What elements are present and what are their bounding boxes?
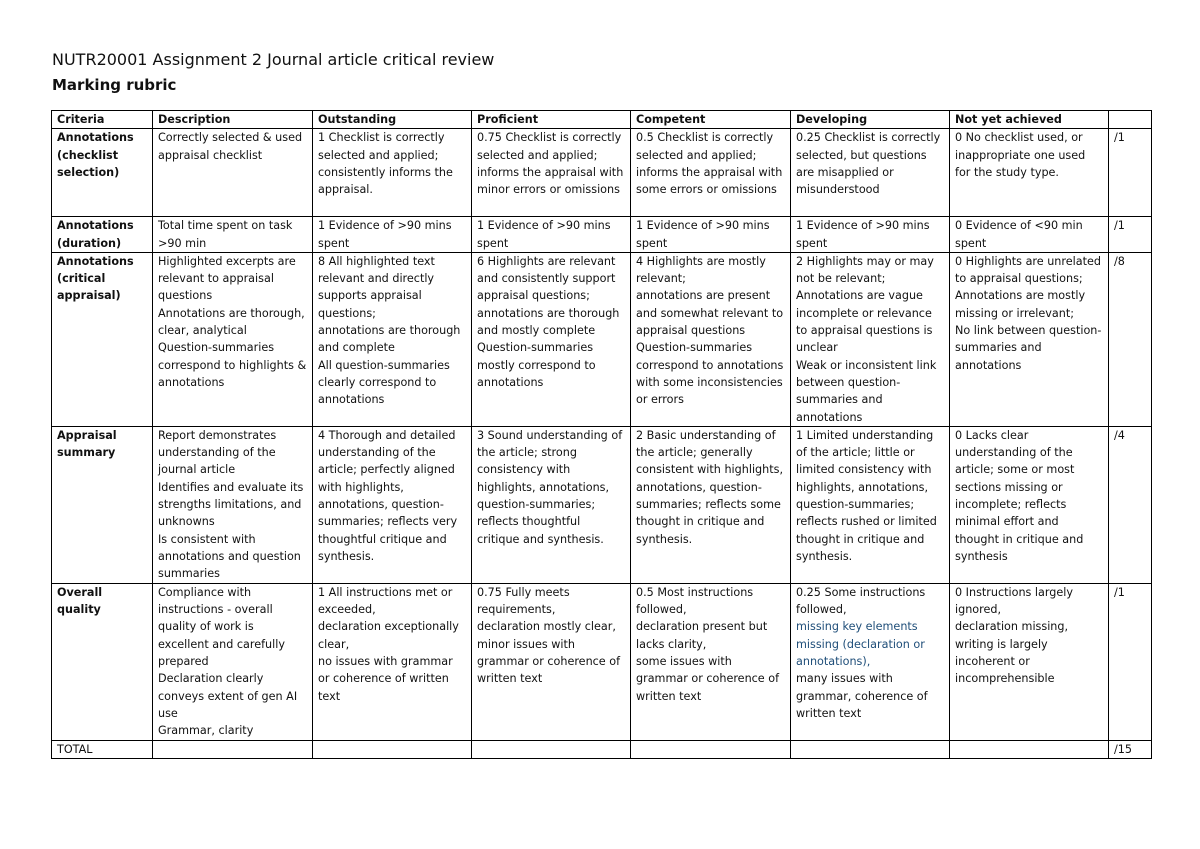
criteria-cell: Annotations (checklist selection) (52, 129, 153, 217)
cell-line: 4 Thorough and detailed understanding of the article; perfectly aligned with highlights, annotations, question-summaries; reflects very thoughtful critique and synthesis. (318, 428, 458, 563)
description-cell (153, 583, 313, 740)
cell-line: 0.5 Checklist is correctly selected and applied; informs the appraisal with some errors or omissions (636, 131, 783, 197)
cell-line: 0 Highlights are unrelated to appraisal questions; (955, 254, 1101, 286)
document-subtitle: Marking rubric (52, 76, 177, 94)
cell-line: Annotations are mostly missing or irrelevant; (955, 289, 1086, 320)
empty-cell (313, 740, 472, 758)
cell-line: some issues with grammar or coherence of written text (636, 655, 780, 703)
header-row (52, 111, 1152, 129)
cell-line: annotations are thorough and mostly complete (477, 306, 620, 338)
cell-line: Report demonstrates understanding of the journal article (158, 428, 277, 477)
description-cell (153, 426, 313, 583)
cell-line: declaration missing, writing is largely incoherent or incomprehensible (955, 620, 1069, 686)
total-row (52, 740, 1152, 758)
cell-line: Correctly selected & used appraisal checklist (158, 131, 303, 162)
rubric-table (51, 110, 1152, 759)
score-cell: /1 (1109, 217, 1152, 253)
competent-cell (631, 217, 791, 253)
not-yet-achieved-cell (950, 217, 1109, 253)
total-score: /15 (1109, 740, 1152, 758)
cell-line: declaration mostly clear, minor issues with grammar or coherence of written text (477, 620, 621, 686)
cell-line: 0 Evidence of <90 min spent (955, 219, 1083, 250)
proficient-cell (472, 252, 631, 426)
outstanding-cell (313, 583, 472, 740)
competent-cell (631, 252, 791, 426)
not-yet-achieved-cell (950, 426, 1109, 583)
proficient-cell (472, 426, 631, 583)
cell-line: 1 All instructions met or exceeded, (318, 585, 453, 617)
cell-line: 0.75 Fully meets requirements, (477, 585, 570, 617)
not-yet-achieved-cell (950, 583, 1109, 740)
empty-cell (631, 740, 791, 758)
cell-line: 0.5 Most instructions followed, (636, 585, 754, 617)
developing-cell (791, 583, 950, 740)
cell-line: Identifies and evaluate its strengths limitations, and unknowns (158, 480, 304, 529)
cell-line: Is consistent with annotations and question summaries (158, 532, 301, 581)
cell-line: 2 Highlights may or may not be relevant; (796, 254, 934, 286)
cell-line: 2 Basic understanding of the article; generally consistent with highlights, annotations, question-summaries; reflects some thought in critique and synthesis. (636, 428, 784, 546)
column-header-description: Description (153, 111, 313, 129)
proficient-cell (472, 583, 631, 740)
cell-line: Question-summaries correspond to highlights & annotations (158, 341, 307, 389)
developing-cell (791, 426, 950, 583)
column-header-competent: Competent (631, 111, 791, 129)
cell-line: 0.75 Checklist is correctly selected and applied; informs the appraisal with minor errors or omissions (477, 131, 624, 197)
column-header-criteria: Criteria (52, 111, 153, 129)
cell-line: Annotations are thorough, clear, analytical (158, 306, 305, 338)
empty-cell (950, 740, 1109, 758)
cell-line: Declaration clearly conveys extent of gen AI use (158, 672, 298, 720)
cell-line: Highlighted excerpts are relevant to appraisal questions (158, 254, 296, 303)
cell-line: 1 Evidence of >90 mins spent (636, 219, 770, 250)
document-title: NUTR20001 Assignment 2 Journal article critical review (52, 50, 495, 69)
cell-line: 0.25 Checklist is correctly selected, but questions are misapplied or misunderstood (796, 131, 941, 197)
table-row (52, 129, 1152, 217)
cell-line: 6 Highlights are relevant and consistently support appraisal questions; (477, 254, 616, 303)
cell-line: no issues with grammar or coherence of written text (318, 655, 453, 703)
proficient-cell (472, 217, 631, 253)
cell-line: 1 Evidence of >90 mins spent (318, 219, 452, 250)
total-label: TOTAL (52, 740, 153, 758)
cell-line: Grammar, clarity (158, 724, 254, 738)
column-header-outstanding: Outstanding (313, 111, 472, 129)
table-row (52, 252, 1152, 426)
score-cell: /1 (1109, 129, 1152, 217)
criteria-cell: Annotations (duration) (52, 217, 153, 253)
table-row (52, 583, 1152, 740)
cell-line: Compliance with instructions - overall quality of work is excellent and carefully prepared (158, 585, 285, 669)
cell-line-highlighted: missing key elements missing (declaration or annotations), (796, 620, 925, 669)
table-row (52, 217, 1152, 253)
empty-cell (791, 740, 950, 758)
description-cell (153, 129, 313, 217)
cell-line: annotations are thorough and complete (318, 324, 461, 355)
not-yet-achieved-cell (950, 252, 1109, 426)
cell-line: annotations are present and somewhat relevant to appraisal questions (636, 289, 784, 338)
cell-line: 0 Lacks clear understanding of the article; some or most sections missing or incomplete; reflects minimal effort and thought in critique and synthesis (955, 428, 1084, 563)
cell-line: 0.25 Some instructions followed, (796, 585, 926, 617)
empty-cell (153, 740, 313, 758)
column-header-score (1109, 111, 1152, 129)
cell-line: Weak or inconsistent link between question-summaries and annotations (796, 358, 937, 424)
cell-line: many issues with grammar, coherence of written text (796, 672, 928, 720)
outstanding-cell (313, 217, 472, 253)
score-cell: /8 (1109, 252, 1152, 426)
competent-cell (631, 129, 791, 217)
cell-line: 1 Limited understanding of the article; little or limited consistency with highlights, annotations, question-summaries; reflects rushed or limited thought in critique and synthesis. (796, 428, 937, 563)
cell-line: 4 Highlights are mostly relevant; (636, 254, 766, 286)
cell-line: 3 Sound understanding of the article; strong consistency with highlights, annotations, question-summaries; reflects thoughtful critique and synthesis. (477, 428, 623, 546)
column-header-not-yet-achieved: Not yet achieved (950, 111, 1109, 129)
not-yet-achieved-cell (950, 129, 1109, 217)
developing-cell (791, 129, 950, 217)
cell-line: 0 No checklist used, or inappropriate one used for the study type. (955, 131, 1086, 179)
competent-cell (631, 426, 791, 583)
criteria-cell: Overall quality (52, 583, 153, 740)
proficient-cell (472, 129, 631, 217)
developing-cell (791, 217, 950, 253)
competent-cell (631, 583, 791, 740)
score-cell: /4 (1109, 426, 1152, 583)
empty-cell (472, 740, 631, 758)
cell-line: declaration present but lacks clarity, (636, 620, 768, 651)
column-header-developing: Developing (791, 111, 950, 129)
cell-line: 1 Checklist is correctly selected and applied; consistently informs the appraisal. (318, 131, 453, 197)
table-row (52, 426, 1152, 583)
description-cell (153, 217, 313, 253)
cell-line: Annotations are vague incomplete or relevance to appraisal questions is unclear (796, 289, 933, 355)
developing-cell (791, 252, 950, 426)
cell-line: declaration exceptionally clear, (318, 620, 459, 651)
column-header-proficient: Proficient (472, 111, 631, 129)
cell-line: No link between question-summaries and annotations (955, 324, 1102, 372)
score-cell: /1 (1109, 583, 1152, 740)
cell-line: 1 Evidence of >90 mins spent (477, 219, 611, 250)
cell-line: Question-summaries mostly correspond to annotations (477, 341, 596, 389)
criteria-cell: Appraisal summary (52, 426, 153, 583)
cell-line: All question-summaries clearly correspond to annotations (318, 358, 450, 407)
cell-line: 1 Evidence of >90 mins spent (796, 219, 930, 250)
description-cell (153, 252, 313, 426)
cell-line: 0 Instructions largely ignored, (955, 585, 1074, 617)
cell-line: Total time spent on task >90 min (158, 219, 293, 250)
cell-line: Question-summaries correspond to annotations with some inconsistencies or errors (636, 341, 784, 407)
cell-line: 8 All highlighted text relevant and directly supports appraisal questions; (318, 254, 435, 320)
criteria-cell: Annotations (critical appraisal) (52, 252, 153, 426)
outstanding-cell (313, 129, 472, 217)
outstanding-cell (313, 426, 472, 583)
outstanding-cell (313, 252, 472, 426)
